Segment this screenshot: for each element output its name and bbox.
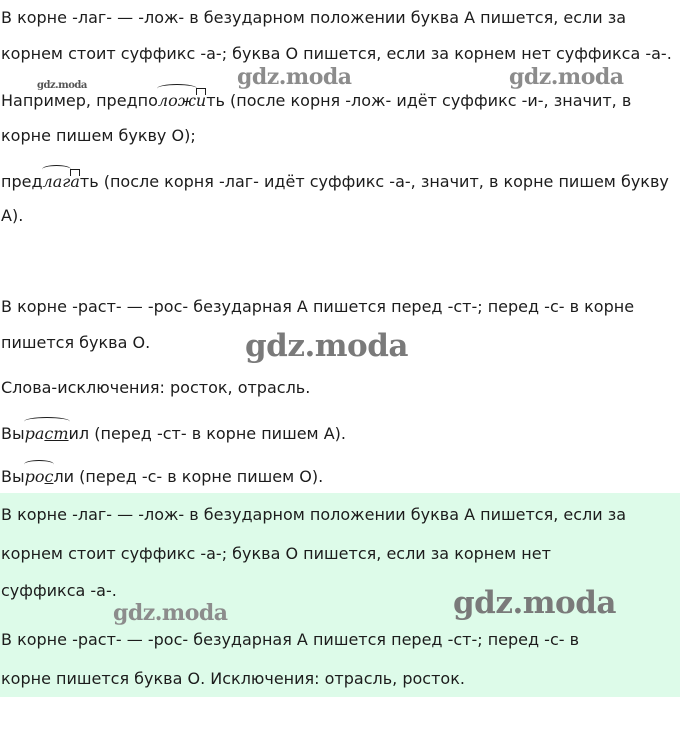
example-prefix: пред <box>1 172 43 191</box>
word-root: рос <box>25 467 54 487</box>
example-polagat-line2: А). <box>1 206 24 225</box>
word-suffix: и <box>196 91 206 111</box>
suffix-mark <box>196 88 206 95</box>
rule-lag-lozh-line1: В корне -лаг- — -лож- в безударном положении буква А пишется, если за <box>1 8 627 27</box>
word-ending: ть <box>206 91 225 110</box>
word-root: лож <box>158 91 196 111</box>
word-root: раст <box>25 424 69 444</box>
root-arc-mark <box>42 165 72 174</box>
rule-rast-ros-line2: пишется буква О. <box>1 333 151 352</box>
example-prefix: Вы <box>1 467 25 486</box>
suffix-mark <box>70 169 80 176</box>
answer-line3: суффикса -а-. <box>1 581 117 600</box>
answer-line4: В корне -раст- — -рос- безударная А пишется перед -ст-; перед -с- в <box>1 630 580 649</box>
root-arc-mark <box>24 460 55 469</box>
answer-line2: корнем стоит суффикс -а-; буква О пишется, если за корнем нет <box>1 544 551 563</box>
root-arc-mark <box>24 417 70 426</box>
example-explanation: (перед -с- в корне пишем О). <box>74 467 324 486</box>
watermark: gdz.moda <box>245 328 408 364</box>
example-polozhit <box>1 91 631 111</box>
example-polozhit-line2: корне пишем букву О); <box>1 126 196 145</box>
word-ending: ли <box>53 467 75 486</box>
root-arc-mark <box>157 84 197 93</box>
watermark: gdz.moda <box>113 600 228 626</box>
watermark: gdz.moda <box>237 64 352 90</box>
word-ending: ил <box>68 424 90 443</box>
answer-line1: В корне -лаг- — -лож- в безударном положении буква А пишется, если за <box>1 505 627 524</box>
example-prefix: Вы <box>1 424 25 443</box>
example-prefix: Например, предпо <box>1 91 158 110</box>
example-explanation: (после корня -лаг- идёт суффикс -а-, значит, в корне пишем букву <box>98 172 669 191</box>
example-vyrastil <box>1 424 346 444</box>
example-vyrosli <box>1 467 323 487</box>
word-root: лаг <box>43 172 71 192</box>
example-explanation: (после корня -лож- идёт суффикс -и-, значит, в <box>224 91 632 110</box>
rule-rast-ros-line1: В корне -раст- — -рос- безударная А пишется перед -ст-; перед -с- в корне <box>1 297 635 316</box>
example-polagat <box>1 172 669 192</box>
watermark: gdz.moda <box>453 585 616 621</box>
word-suffix: а <box>70 172 80 192</box>
word-ending: ть <box>79 172 99 191</box>
rule-lag-lozh-line2: корнем стоит суффикс -а-; буква О пишется, если за корнем нет суффикса -а-. <box>1 44 672 63</box>
exceptions-line: Слова-исключения: росток, отрасль. <box>1 378 311 397</box>
watermark: gdz.moda <box>509 64 624 90</box>
example-explanation: (перед -ст- в корне пишем А). <box>89 424 346 443</box>
watermark: gdz.moda <box>37 80 87 91</box>
answer-line5: корне пишется буква О. Исключения: отрасль, росток. <box>1 669 465 688</box>
